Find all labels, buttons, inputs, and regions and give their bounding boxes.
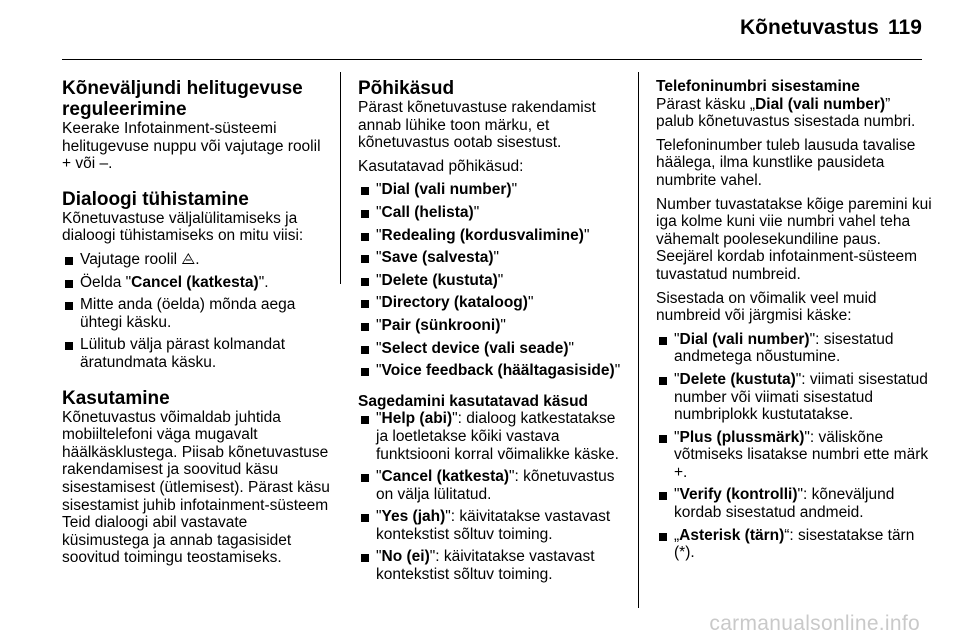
- heading-volume: Kõneväljundi helitugevuse reguleerimine: [62, 78, 303, 120]
- phone-commands-list: [656, 331, 932, 562]
- paragraph-available: Kasutatavad põhikäsud:: [358, 157, 524, 175]
- list-item: "Dial (vali number)": [358, 181, 626, 199]
- paragraph-phone: Pärast käsku „Dial (vali number)” palub kõnetuvastus sisestada numbri.: [656, 95, 916, 131]
- list-item: "Plus (plussmärk)": väliskõne võtmiseks lisatakse numbri ette märk +.: [656, 429, 932, 482]
- heading-usage: Kasutamine: [62, 387, 170, 409]
- cancel-list: [62, 251, 330, 372]
- list-item: Lülitub välja pärast kolmandat äratundmata käsku.: [62, 336, 330, 371]
- list-item: Mitte anda (öelda) mõnda aega ühtegi käsku.: [62, 296, 330, 331]
- list-item: Vajutage roolil ⨺.: [62, 251, 330, 269]
- list-item: "Help (abi)": dialoog katkestatakse ja loetletakse kõiki vastava funktsiooni korral võimalikke käske.: [358, 410, 626, 463]
- paragraph-say: Telefoninumber tuleb lausuda tavalise häälega, ilma kunstlike pausideta numbrite vahel.: [656, 136, 916, 189]
- column-3: [656, 78, 932, 567]
- steering-voice-icon: ⨺.: [181, 250, 200, 268]
- column-1: [62, 78, 330, 573]
- basic-commands-list: [358, 181, 626, 379]
- frequent-commands-list: [358, 410, 626, 583]
- list-item: „Asterisk (tärn)“: sisestatakse tärn (*).: [656, 527, 932, 562]
- paragraph-usage: Kõnetuvastus võimaldab juhtida mobiiltelefoni väga mugavalt häälkäsklustega. Piisab kõnetuvastuse rakendamisest ja soovitud käsu sisestamisest (ütlemisest). Pärast käsu sisestamist juhib infotainment-süsteem Teid dialoogi abil vastavate küsimustega ja annab tagasisidet soovitud toimingu teostamiseks.: [62, 408, 330, 567]
- list-item: "Select device (vali seade)": [358, 340, 626, 358]
- heading-phone: Telefoninumbri sisestamine: [656, 78, 860, 95]
- list-item: "Verify (kontrolli)": kõneväljund kordab sisestatud andmeid.: [656, 486, 932, 521]
- heading-basic: Põhikäsud: [358, 78, 455, 99]
- paragraph-volume: Keerake Infotainment-süsteemi helitugevuse nuppu või vajutage roolil + või –.: [62, 120, 321, 173]
- list-item: "Pair (sünkrooni)": [358, 317, 626, 335]
- list-item: "Voice feedback (häältagasiside)": [358, 362, 626, 380]
- header-rule: [62, 59, 922, 60]
- list-item: "Delete (kustuta)": viimati sisestatud number või viimati sisestatud numbriplokk kustutatakse.: [656, 371, 932, 424]
- paragraph-cancel: Kõnetuvastuse väljalülitamiseks ja dialoogi tühistamiseks on mitu viisi:: [62, 209, 304, 245]
- list-item: "No (ei)": käivitatakse vastavast kontekstist sõltuv toiming.: [358, 548, 626, 583]
- paragraph-best: Number tuvastatakse kõige paremini kui iga kolme kuni viie numbri vahel teha vähemalt poolesekundiline paus. Seejärel kordab infotainment-süsteem tuvastatud numbreid.: [656, 195, 932, 283]
- column-divider-1: [340, 72, 341, 284]
- page-title: Kõnetuvastus: [740, 16, 879, 39]
- heading-cancel: Dialoogi tühistamine: [62, 188, 249, 210]
- list-item: "Directory (kataloog)": [358, 294, 626, 312]
- list-item: "Cancel (katkesta)": kõnetuvastus on välja lülitatud.: [358, 468, 626, 503]
- page-number: 119: [888, 16, 922, 39]
- list-item: "Save (salvesta)": [358, 249, 626, 267]
- list-item: "Delete (kustuta)": [358, 272, 626, 290]
- watermark: carmanualsonline.info: [709, 612, 920, 635]
- column-2: [358, 78, 626, 589]
- list-item: "Yes (jah)": käivitatakse vastavast kontekstist sõltuv toiming.: [358, 508, 626, 543]
- paragraph-enter: Sisestada on võimalik veel muid numbreid või järgmisi käske:: [656, 289, 877, 325]
- heading-frequent: Sagedamini kasutatavad käsud: [358, 392, 589, 410]
- list-item: Öelda "Cancel (katkesta)".: [62, 274, 330, 292]
- list-item: "Call (helista)": [358, 204, 626, 222]
- list-item: "Dial (vali number)": sisestatud andmetega nõustumine.: [656, 331, 932, 366]
- list-item: "Redealing (kordusvalimine)": [358, 227, 626, 245]
- column-divider-2: [638, 72, 639, 608]
- paragraph-basic: Pärast kõnetuvastuse rakendamist annab lühike toon märku, et kõnetuvastus ootab sisestust.: [358, 99, 596, 152]
